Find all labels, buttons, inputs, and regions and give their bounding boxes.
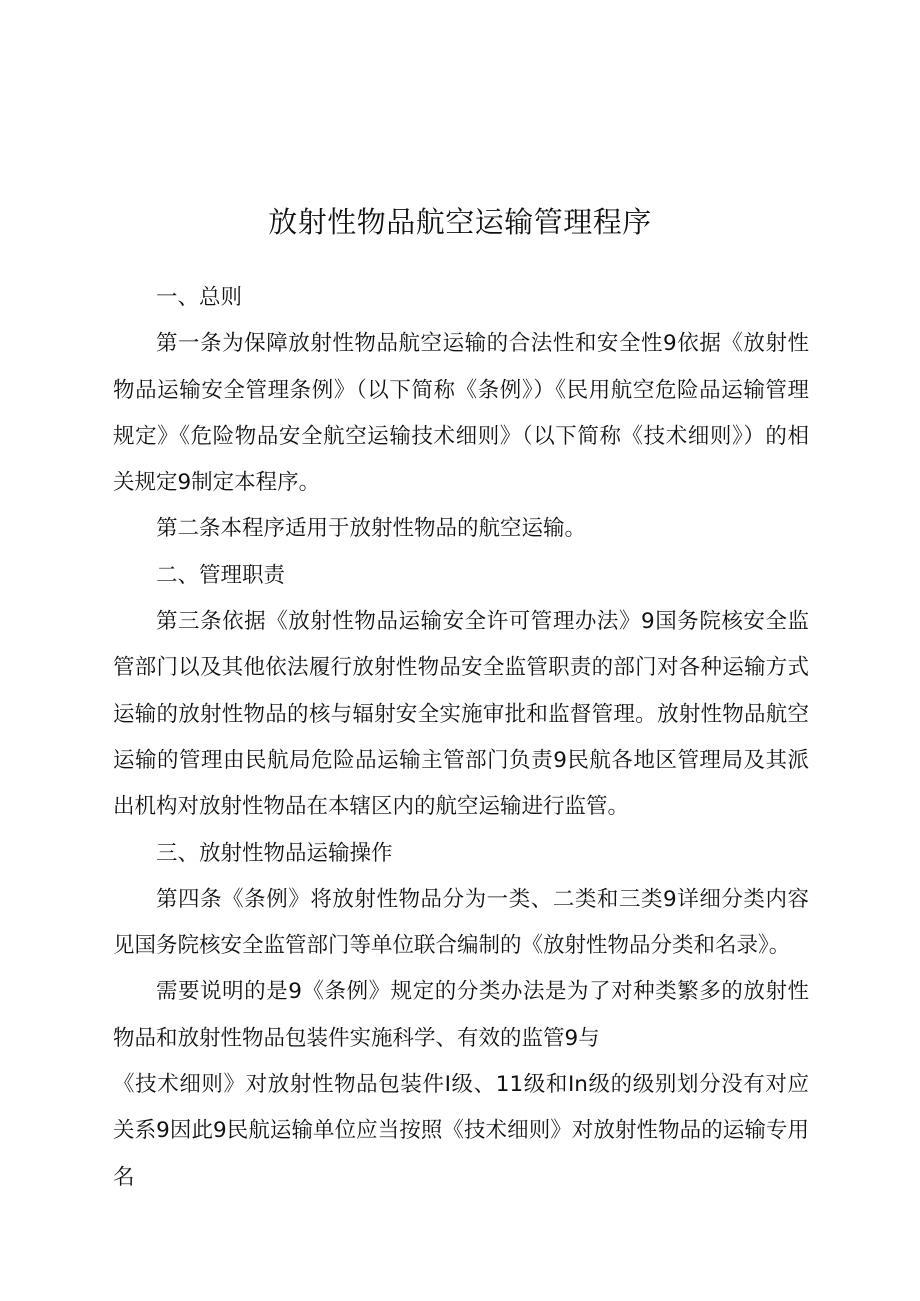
section-heading-general: 一、总则: [156, 285, 243, 310]
article-3-paragraph: 第三条依据《放射性物品运输安全许可管理办法》9国务院核安全监管部门以及其他依法履行放射性物品安全监管职责的部门对各种运输方式运输的放射性物品的核与辐射安全实施审批和监督管理。放射性物品航空运输的管理由民航局危险品运输主管部门负责9民航各地区管理局及其派出机构对放射性物品在本辖区内的航空运输进行监管。: [113, 609, 809, 820]
continuation-paragraph: 《技术细则》对放射性物品包装件I级、11级和In级的级别划分没有对应关系9因此9民航运输单位应当按照《技术细则》对放射性物品的运输专用名: [113, 1072, 809, 1190]
document-body: [113, 275, 809, 1201]
explanation-paragraph: 需要说明的是9《条例》规定的分类办法是为了对种类繁多的放射性物品和放射性物品包装件实施科学、有效的监管9与: [113, 979, 809, 1051]
section-heading-responsibilities: 二、管理职责: [156, 562, 286, 588]
article-2-paragraph: 第二条本程序适用于放射性物品的航空运输。: [156, 516, 587, 542]
document-title: 放射性物品航空运输管理程序: [268, 205, 652, 239]
article-4-paragraph: 第四条《条例》将放射性物品分为一类、二类和三类9详细分类内容见国务院核安全监管部门等单位联合编制的《放射性物品分类和名录》。: [113, 886, 809, 959]
article-1-paragraph: 第一条为保障放射性物品航空运输的合法性和安全性9依据《放射性物品运输安全管理条例》（以下简称《条例》）《民用航空危险品运输管理规定》《危险物品安全航空运输技术细则》（以下简称《技术细则》）的相关规定9制定本程序。: [113, 331, 809, 496]
section-heading-operations: 三、放射性物品运输操作: [156, 840, 393, 866]
